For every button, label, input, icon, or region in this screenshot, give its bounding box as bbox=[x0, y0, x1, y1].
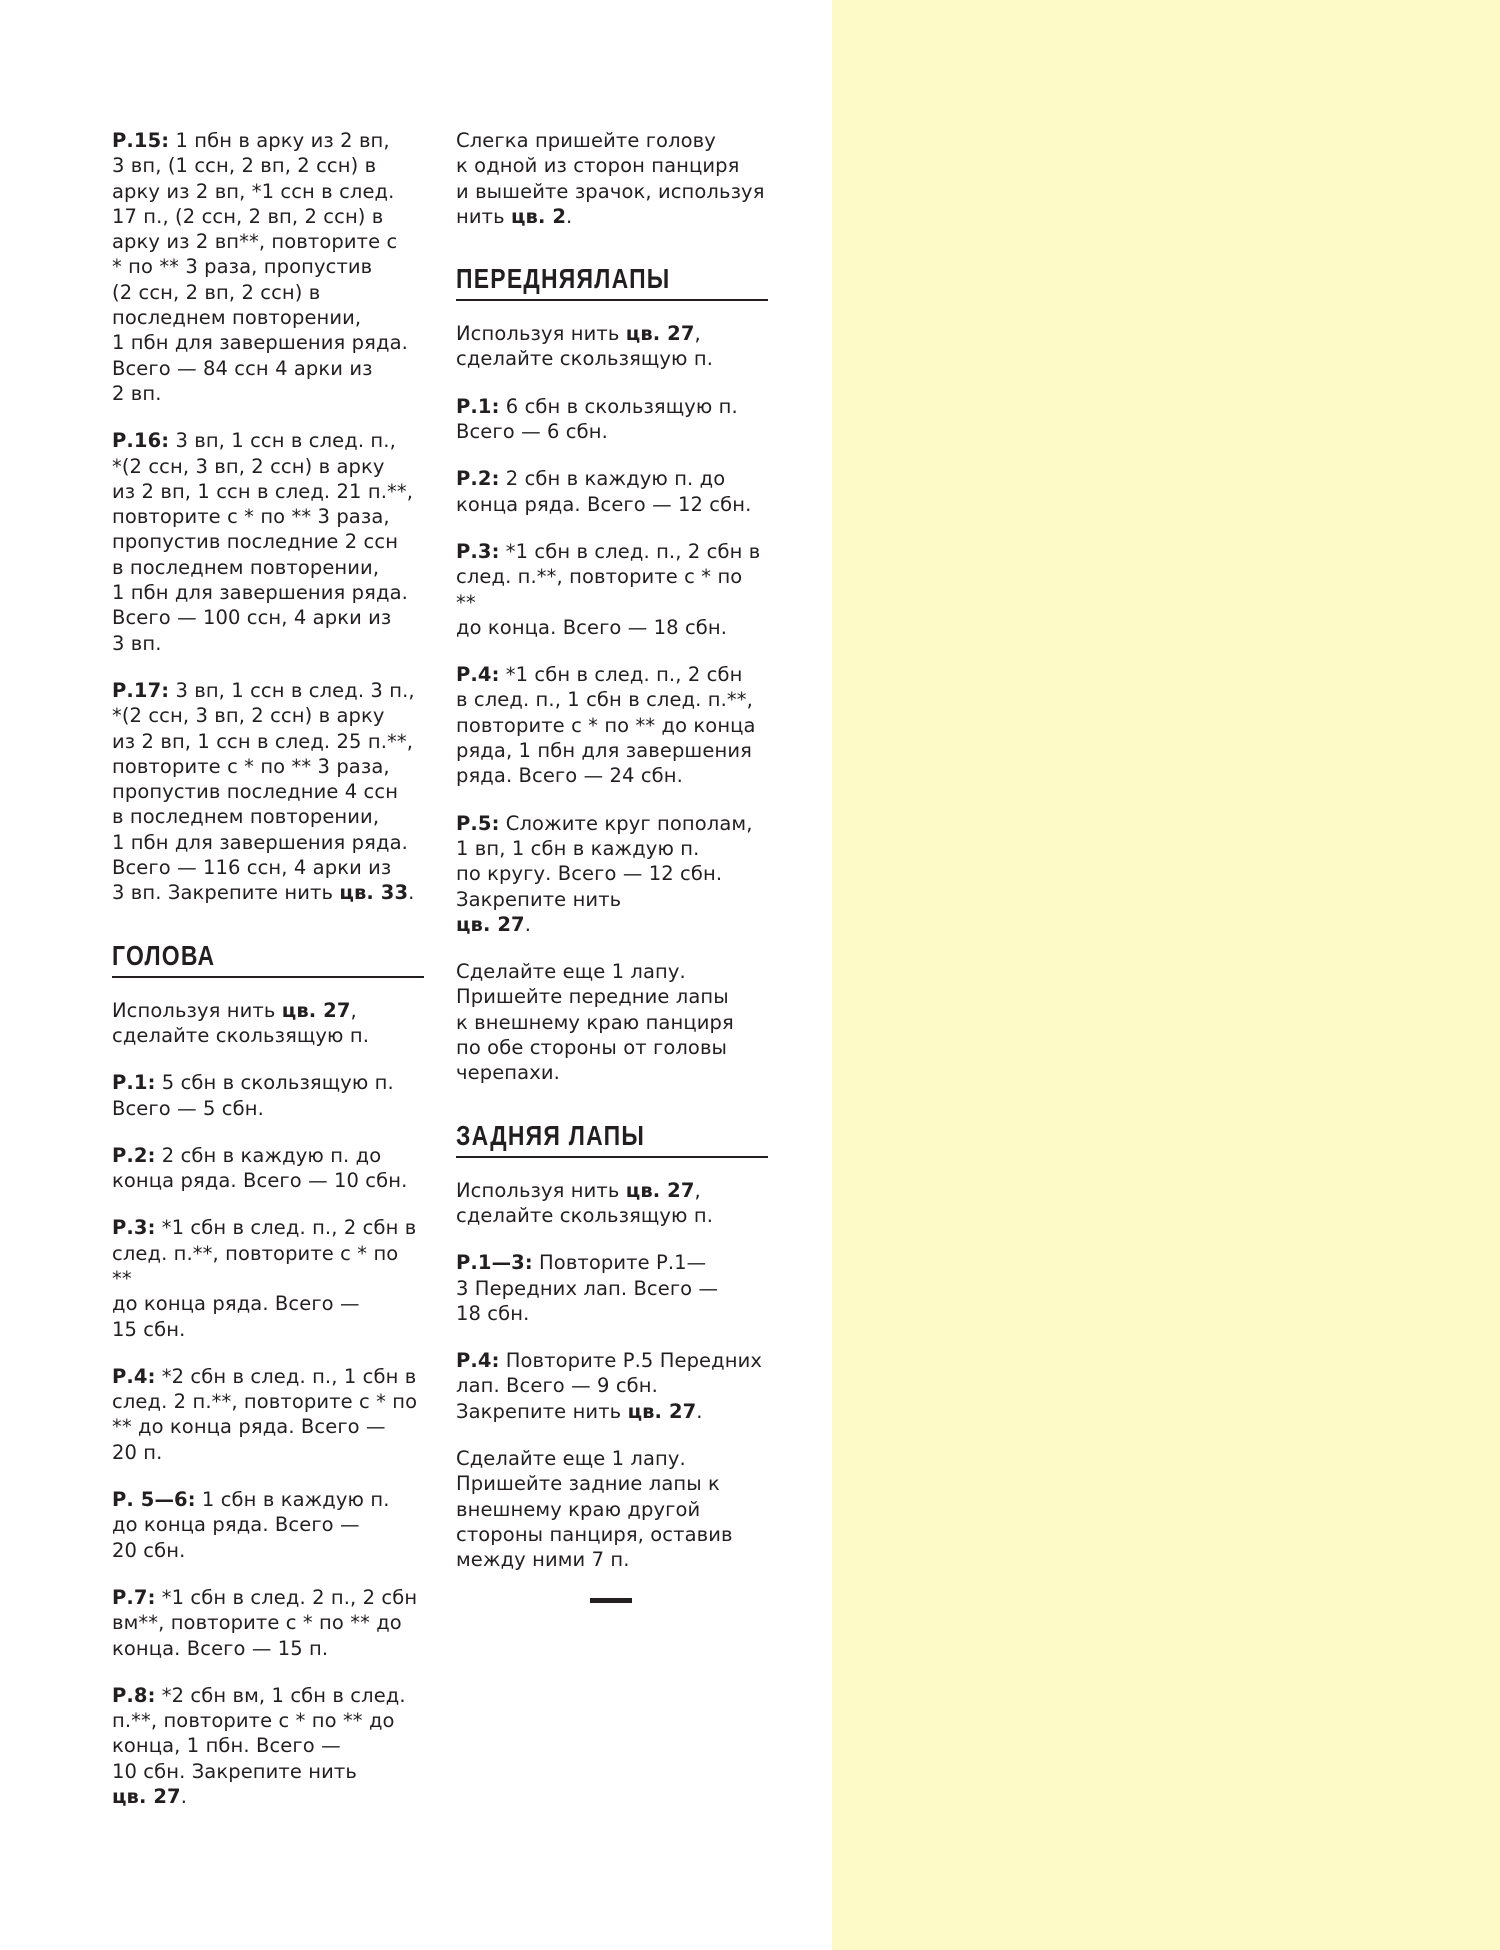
attach-head-instruction: Слегка пришейте голову к одной из сторон панциря и вышейте зрачок, используя нить цв. 2. bbox=[456, 129, 765, 228]
head-intro: Используя нить цв. 27, сделайте скользящую п. bbox=[112, 998, 369, 1047]
yellow-side-panel bbox=[832, 0, 1500, 1950]
head-row-8: Р.8: *2 сбн вм, 1 сбн в след. п.**, повторите с * по ** до конца, 1 пбн. Всего — 10 сбн. Закрепите нить цв. 27. bbox=[112, 1683, 406, 1809]
heading-rule bbox=[456, 1156, 768, 1158]
section-heading-head: ГОЛОВА bbox=[112, 939, 216, 971]
end-of-pattern-mark bbox=[590, 1598, 632, 1603]
head-row-1: Р.1: 5 сбн в скользящую п. Всего — 5 сбн. bbox=[112, 1071, 394, 1120]
head-row-2: Р.2: 2 сбн в каждую п. до конца ряда. Всего — 10 сбн. bbox=[112, 1143, 408, 1193]
back-legs-finish: Сделайте еще 1 лапу. Пришейте задние лапы к внешнему краю другой стороны панциря, оставив между ними 7 п. bbox=[456, 1446, 733, 1572]
back-legs-row-1-3: Р.1—3: Повторите Р.1— 3 Передних лап. Всего — 18 сбн. bbox=[456, 1251, 719, 1325]
head-row-7: Р.7: *1 сбн в след. 2 п., 2 сбн вм**, повторите с * по ** до конца. Всего — 15 п. bbox=[112, 1585, 418, 1660]
front-legs-row-1: Р.1: 6 сбн в скользящую п. Всего — 6 сбн. bbox=[456, 394, 738, 444]
front-legs-intro: Используя нить цв. 27, сделайте скользящую п. bbox=[456, 322, 713, 371]
head-row-5-6: Р. 5—6: 1 сбн в каждую п. до конца ряда. Всего — 20 сбн. bbox=[112, 1488, 390, 1562]
front-legs-finish: Сделайте еще 1 лапу. Пришейте передние лапы к внешнему краю панциря по обе стороны от головы черепахи. bbox=[456, 960, 734, 1085]
right-column bbox=[456, 128, 768, 1603]
head-row-3: Р.3: *1 сбн в след. п., 2 сбн в след. п.**, повторите с * по ** до конца ряда. Всего — 15 сбн. bbox=[112, 1216, 417, 1341]
back-legs-row-4: Р.4: Повторите Р.5 Передних лап. Всего — 9 сбн. Закрепите нить цв. 27. bbox=[456, 1349, 762, 1423]
front-legs-row-5: Р.5: Сложите круг пополам, 1 вп, 1 сбн в каждую п. по кругу. Всего — 12 сбн. Закрепите нить цв. 27. bbox=[456, 811, 753, 936]
heading-rule bbox=[456, 299, 768, 301]
row-17-instruction: Р.17: 3 вп, 1 ссн в след. 3 п., *(2 ссн, 3 вп, 2 ссн) в арку из 2 вп, 1 ссн в след. 25 п.**, повторите с * по ** 3 раза, пропустив последние 4 ссн в последнем повторении, 1 пбн для завершения ряда. Всего — 116 ссн, 4 арки из 3 вп. Закрепите нить цв. 33. bbox=[112, 678, 415, 905]
section-heading-front-legs: ПЕРЕДНЯЯЛАПЫ bbox=[456, 263, 671, 295]
front-legs-row-3: Р.3: *1 сбн в след. п., 2 сбн в след. п.**, повторите с * по ** до конца. Всего — 18 сбн. bbox=[456, 539, 761, 639]
front-legs-row-2: Р.2: 2 сбн в каждую п. до конца ряда. Всего — 12 сбн. bbox=[456, 467, 752, 516]
back-legs-intro: Используя нить цв. 27, сделайте скользящую п. bbox=[456, 1178, 713, 1227]
head-row-4: Р.4: *2 сбн в след. п., 1 сбн в след. 2 п.**, повторите с * по ** до конца ряда. Всего — 20 п. bbox=[112, 1364, 418, 1464]
heading-rule bbox=[112, 976, 424, 978]
left-column bbox=[112, 128, 424, 1831]
row-16-instruction: Р.16: 3 вп, 1 ссн в след. п., *(2 ссн, 3 вп, 2 ссн) в арку из 2 вп, 1 ссн в след. 21 п.**, повторите с * по ** 3 раза, пропустив последние 2 ссн в последнем повторении, 1 пбн для завершения ряда. Всего — 100 ссн, 4 арки из 3 вп. bbox=[112, 429, 413, 655]
front-legs-row-4: Р.4: *1 сбн в след. п., 2 сбн в след. п., 1 сбн в след. п.**, повторите с * по ** до конца ряда, 1 пбн для завершения ряда. Всего — 24 сбн. bbox=[456, 663, 756, 788]
row-15-instruction: Р.15: 1 пбн в арку из 2 вп, 3 вп, (1 ссн, 2 вп, 2 ссн) в арку из 2 вп, *1 ссн в след. 17 п., (2 ссн, 2 вп, 2 ссн) в арку из 2 вп**, повторите с * по ** 3 раза, пропустив (2 ссн, 2 вп, 2 ссн) в последнем повторении, 1 пбн для завершения ряда. Всего — 84 ссн 4 арки из 2 вп. bbox=[112, 129, 408, 405]
section-heading-back-legs: ЗАДНЯЯ ЛАПЫ bbox=[456, 1119, 646, 1151]
